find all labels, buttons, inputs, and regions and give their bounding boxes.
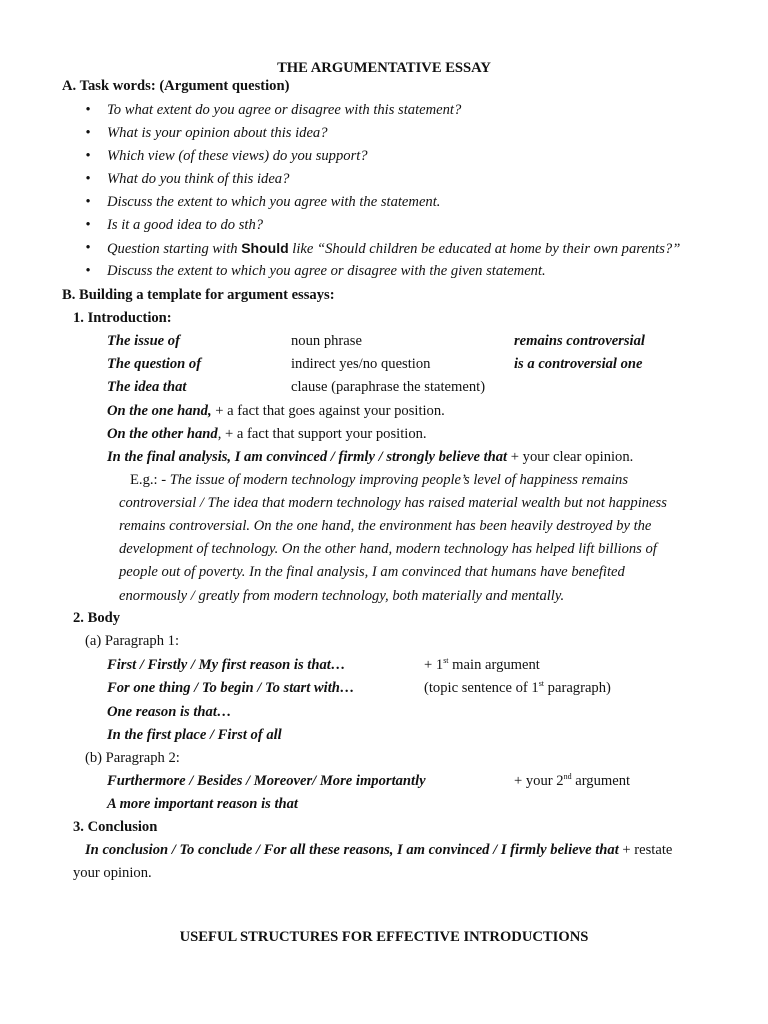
final-analysis-line: In the final analysis, I am convinced / firmly / strongly believe that + your clear opinion. (107, 449, 634, 465)
bullet-icon: • (85, 125, 91, 141)
introduction-heading: 1. Introduction: (73, 310, 172, 326)
para2-phrase: A more important reason is that (107, 796, 298, 812)
intro-middle: noun phrase (291, 333, 362, 349)
bullet-icon: • (85, 240, 91, 256)
intro-closer: remains controversial (514, 333, 645, 349)
para2-note: + your 2nd argument (514, 772, 631, 789)
page-title: THE ARGUMENTATIVE ESSAY (277, 60, 491, 76)
para1-phrase: One reason is that… (107, 704, 232, 720)
bullet-icon: • (85, 148, 91, 164)
para1-note: + 1st main argument (424, 656, 540, 673)
useful-structures-heading: USEFUL STRUCTURES FOR EFFECTIVE INTRODUCTIONS (179, 929, 589, 945)
para1-phrase: In the first place / First of all (107, 727, 282, 743)
para1-phrase: First / Firstly / My first reason is that… (107, 657, 346, 673)
intro-middle: clause (paraphrase the statement) (291, 379, 486, 395)
conclusion-heading: 3. Conclusion (73, 819, 158, 835)
conclusion-line-2: your opinion. (73, 865, 152, 881)
one-hand-line: On the one hand, + a fact that goes against your position. (107, 403, 445, 419)
conclusion-line: In conclusion / To conclude / For all these reasons, I am convinced / I firmly believe that + restate (85, 842, 673, 858)
intro-opener: The issue of (107, 333, 180, 349)
bullet-icon: • (85, 194, 91, 210)
bullet-icon: • (85, 102, 91, 118)
other-hand-line: On the other hand, + a fact that support your position. (107, 426, 427, 442)
paragraph-2-label: (b) Paragraph 2: (85, 750, 180, 766)
para1-note: (topic sentence of 1st paragraph) (424, 679, 611, 696)
should-keyword: Should (241, 240, 289, 256)
example-label: E.g.: - (130, 472, 170, 488)
paragraph-1-label: (a) Paragraph 1: (85, 633, 180, 649)
bullet-icon: • (85, 171, 91, 187)
body-heading: 2. Body (73, 610, 121, 626)
intro-middle: indirect yes/no question (291, 356, 431, 372)
section-b-heading: B. Building a template for argument essays: (62, 287, 335, 303)
section-a-heading: A. Task words: (Argument question) (62, 78, 290, 94)
bullet-icon: • (85, 263, 91, 279)
para2-phrase: Furthermore / Besides / Moreover/ More importantly (107, 773, 426, 789)
para1-phrase: For one thing / To begin / To start with… (107, 680, 355, 696)
intro-opener: The idea that (107, 379, 187, 395)
intro-closer: is a controversial one (514, 356, 643, 372)
bullet-icon: • (85, 217, 91, 233)
intro-opener: The question of (107, 356, 202, 372)
